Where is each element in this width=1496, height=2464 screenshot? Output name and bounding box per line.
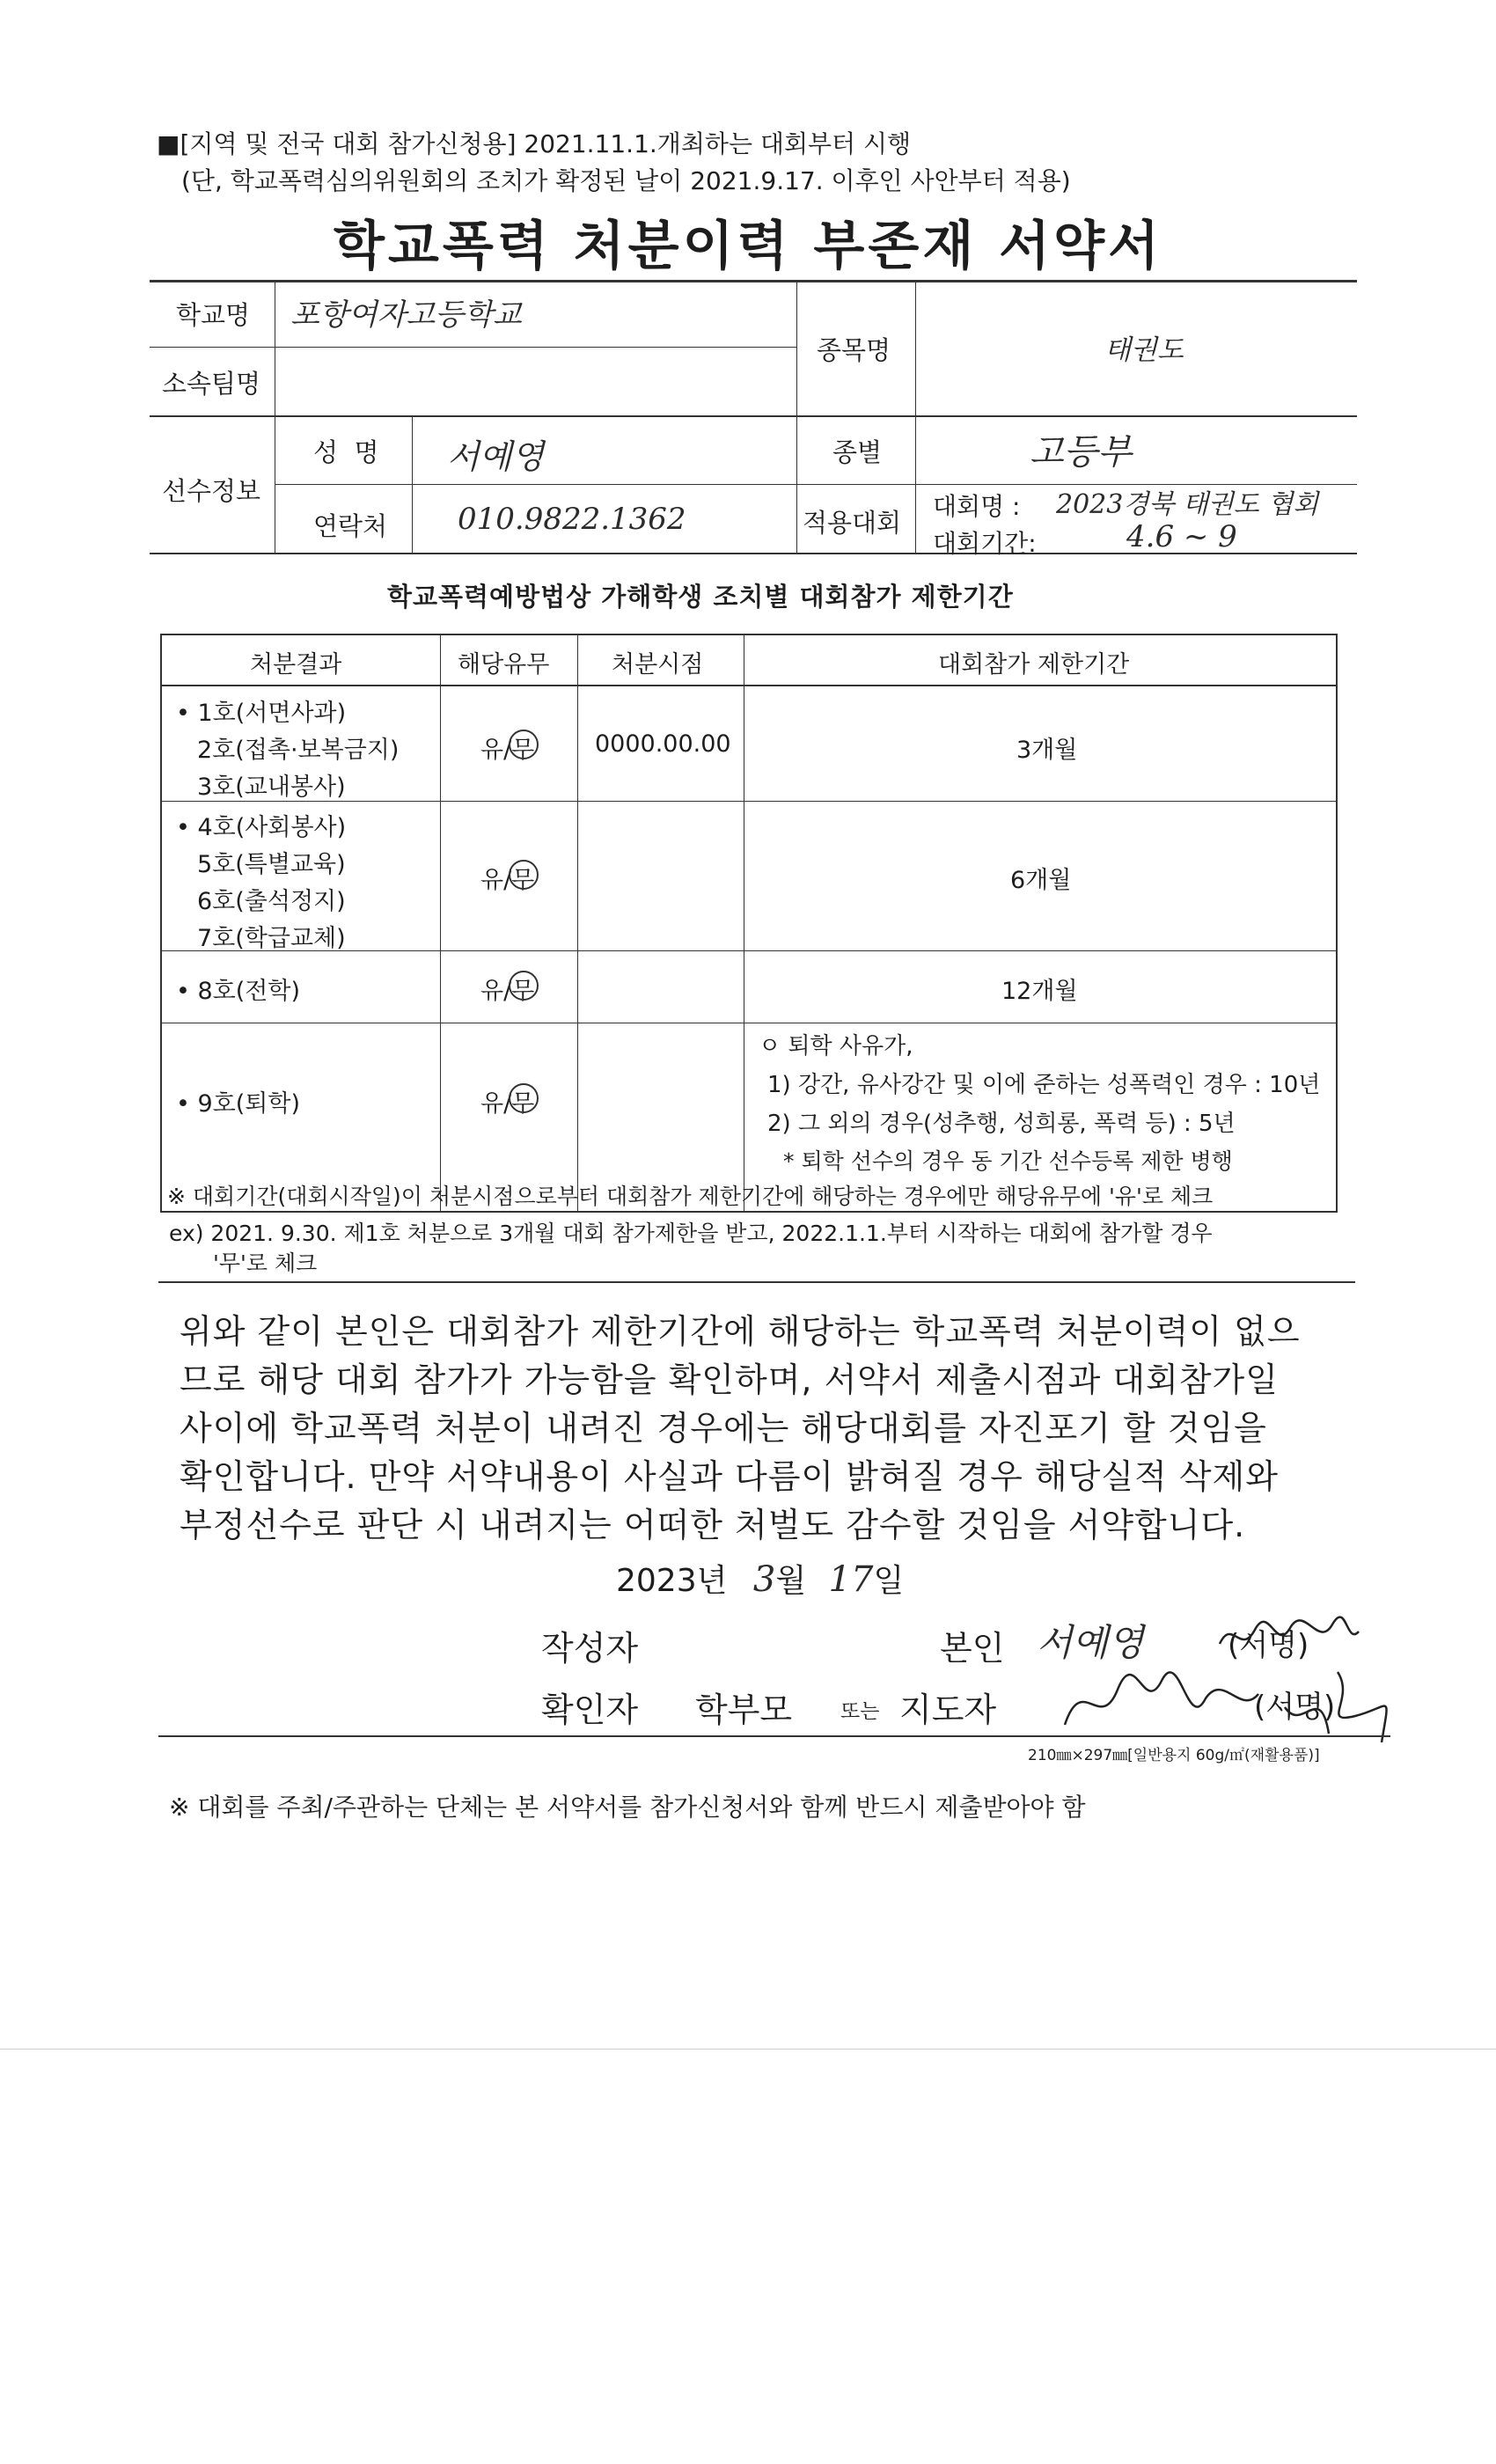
player-info-label: 선수정보	[162, 476, 261, 506]
event-period-value: 4.6 ~ 9	[1126, 519, 1237, 554]
date-year: 2023	[616, 1563, 697, 1599]
note-1: ※ 대회기간(대회시작일)이 처분시점으로부터 대회참가 제한기간에 해당하는 경우에만 해당유무에 '유'로 체크	[167, 1184, 1214, 1209]
table-row-1-applicable: 유/무	[480, 737, 535, 764]
category-label: 종별	[832, 437, 883, 467]
divider	[158, 1281, 1355, 1283]
check-circle-icon	[509, 1083, 539, 1113]
writer-label: 작성자	[541, 1629, 639, 1668]
confirmer-label: 확인자	[541, 1690, 639, 1729]
notice-marker: ■	[157, 129, 180, 158]
note-example-1: ex) 2021. 9.30. 제1호 처분으로 3개월 대회 참가제한을 받고, 2022.1.1.부터 시작하는 대회에 참가할 경우	[169, 1221, 1213, 1246]
footer-note: ※ 대회를 주최/주관하는 단체는 본 서약서를 참가신청서와 함께 반드시 제출받아야 함	[169, 1793, 1086, 1822]
parent-label: 학부모	[695, 1690, 793, 1729]
event-name-value: 2023경북 태권도 협회	[1056, 489, 1319, 520]
contact-value: 010.9822.1362	[458, 502, 686, 537]
contact-label: 연락처	[313, 511, 388, 541]
note-example-2: '무'로 체크	[213, 1250, 318, 1276]
sport-label: 종목명	[817, 335, 891, 365]
team-label: 소속팀명	[162, 369, 261, 399]
pledge-line-4: 확인합니다. 만약 서약내용이 사실과 다름이 밝혀질 경우 해당실적 삭제와	[180, 1457, 1279, 1496]
school-value: 포항여자고등학교	[290, 297, 522, 333]
name-label: 성 명	[313, 437, 379, 467]
date-day: 17	[828, 1559, 874, 1600]
table-row-2-result-1: • 4호(사회봉사)	[176, 814, 347, 841]
or-label: 또는	[840, 1700, 880, 1723]
date-day-suffix: 일	[873, 1563, 905, 1599]
event-period-label: 대회기간:	[933, 529, 1037, 558]
header-result: 처분결과	[250, 651, 342, 678]
header-applicable: 해당유무	[458, 651, 550, 678]
notice-line-2: (단, 학교폭력심의위원회의 조치가 확정된 날이 2021.9.17. 이후인 사안부터 적용)	[181, 166, 1071, 195]
table-row-2-result-3: 6호(출석정지)	[197, 888, 346, 915]
header-date: 처분시점	[612, 651, 704, 678]
table-row-2-result-2: 5호(특별교육)	[197, 851, 346, 878]
notice-line-1	[157, 125, 911, 160]
pledge-line-3: 사이에 학교폭력 처분이 내려진 경우에는 해당대회를 자진포기 할 것임을	[180, 1409, 1267, 1448]
self-label: 본인	[940, 1629, 1005, 1668]
event-label: 적용대회	[803, 508, 902, 538]
pledge-line-2: 므로 해당 대회 참가가 가능함을 확인하며, 서약서 제출시점과 대회참가일	[180, 1360, 1279, 1399]
table-row-1-result-3: 3호(교내봉사)	[197, 774, 346, 801]
paper-spec: 210㎜×297㎜[일반용지 60g/㎡(재활용품)]	[1028, 1747, 1320, 1764]
check-circle-icon	[509, 730, 539, 759]
check-circle-icon	[509, 971, 539, 1001]
table-row-3-applicable: 유/무	[480, 978, 535, 1005]
restriction-table-caption: 학교폭력예방법상 가해학생 조치별 대회참가 제한기간	[387, 582, 1014, 612]
table-row-2-period: 6개월	[1010, 867, 1072, 894]
table-row-3-period: 12개월	[1001, 978, 1078, 1005]
table-row-1-result-2: 2호(접촉·보복금지)	[197, 737, 400, 764]
category-value: 고등부	[1030, 432, 1132, 473]
self-sign-label: (서명)	[1228, 1628, 1309, 1663]
date-year-suffix: 년	[696, 1563, 728, 1599]
table-row-4-period-line-2: 1) 강간, 유사강간 및 이에 준하는 성폭력인 경우 : 10년	[767, 1072, 1321, 1098]
table-row-4-period-line-3: 2) 그 외의 경우(성추행, 성희롱, 폭력 등) : 5년	[767, 1111, 1236, 1137]
table-row-4-applicable: 유/무	[480, 1090, 535, 1118]
date-month: 3	[752, 1559, 776, 1600]
coach-label: 지도자	[899, 1690, 997, 1729]
table-row-2-applicable: 유/무	[480, 867, 535, 894]
check-circle-icon	[509, 860, 539, 890]
table-row-4-period-line-1: ㅇ 퇴학 사유가,	[759, 1033, 913, 1060]
header-period: 대회참가 제한기간	[938, 651, 1130, 678]
pledge-line-5: 부정선수로 판단 시 내려지는 어떠한 처벌도 감수할 것임을 서약합니다.	[180, 1506, 1246, 1544]
page-title: 학교폭력 처분이력 부존재 서약서	[333, 216, 1163, 277]
bottom-divider	[158, 1735, 1390, 1737]
table-row-1-period: 3개월	[1016, 737, 1078, 764]
table-row-1-result-1: • 1호(서면사과)	[176, 700, 347, 727]
sport-value: 태권도	[1104, 334, 1184, 366]
date-month-suffix: 월	[775, 1563, 807, 1599]
coach-sign-label: (서명)	[1254, 1690, 1336, 1725]
table-row-3-result-1: • 8호(전학)	[176, 978, 300, 1005]
pledge-line-1: 위와 같이 본인은 대회참가 제한기간에 해당하는 학교폭력 처분이력이 없으	[180, 1312, 1301, 1351]
date-line	[616, 1556, 904, 1601]
table-row-1-date: 0000.00.00	[595, 730, 731, 758]
school-label: 학교명	[176, 300, 251, 330]
name-value: 서예영	[447, 437, 545, 476]
self-name: 서예영	[1037, 1621, 1144, 1664]
table-row-4-result-1: • 9호(퇴학)	[176, 1090, 300, 1118]
notice-text-1: [지역 및 전국 대회 참가신청용] 2021.11.1.개최하는 대회부터 시행	[180, 129, 912, 158]
table-row-2-result-4: 7호(학급교체)	[197, 925, 346, 952]
table-row-4-period-line-4: * 퇴학 선수의 경우 동 기간 선수등록 제한 병행	[783, 1148, 1233, 1174]
scan-edge	[0, 2049, 1496, 2050]
event-name-label: 대회명 :	[933, 492, 1021, 521]
